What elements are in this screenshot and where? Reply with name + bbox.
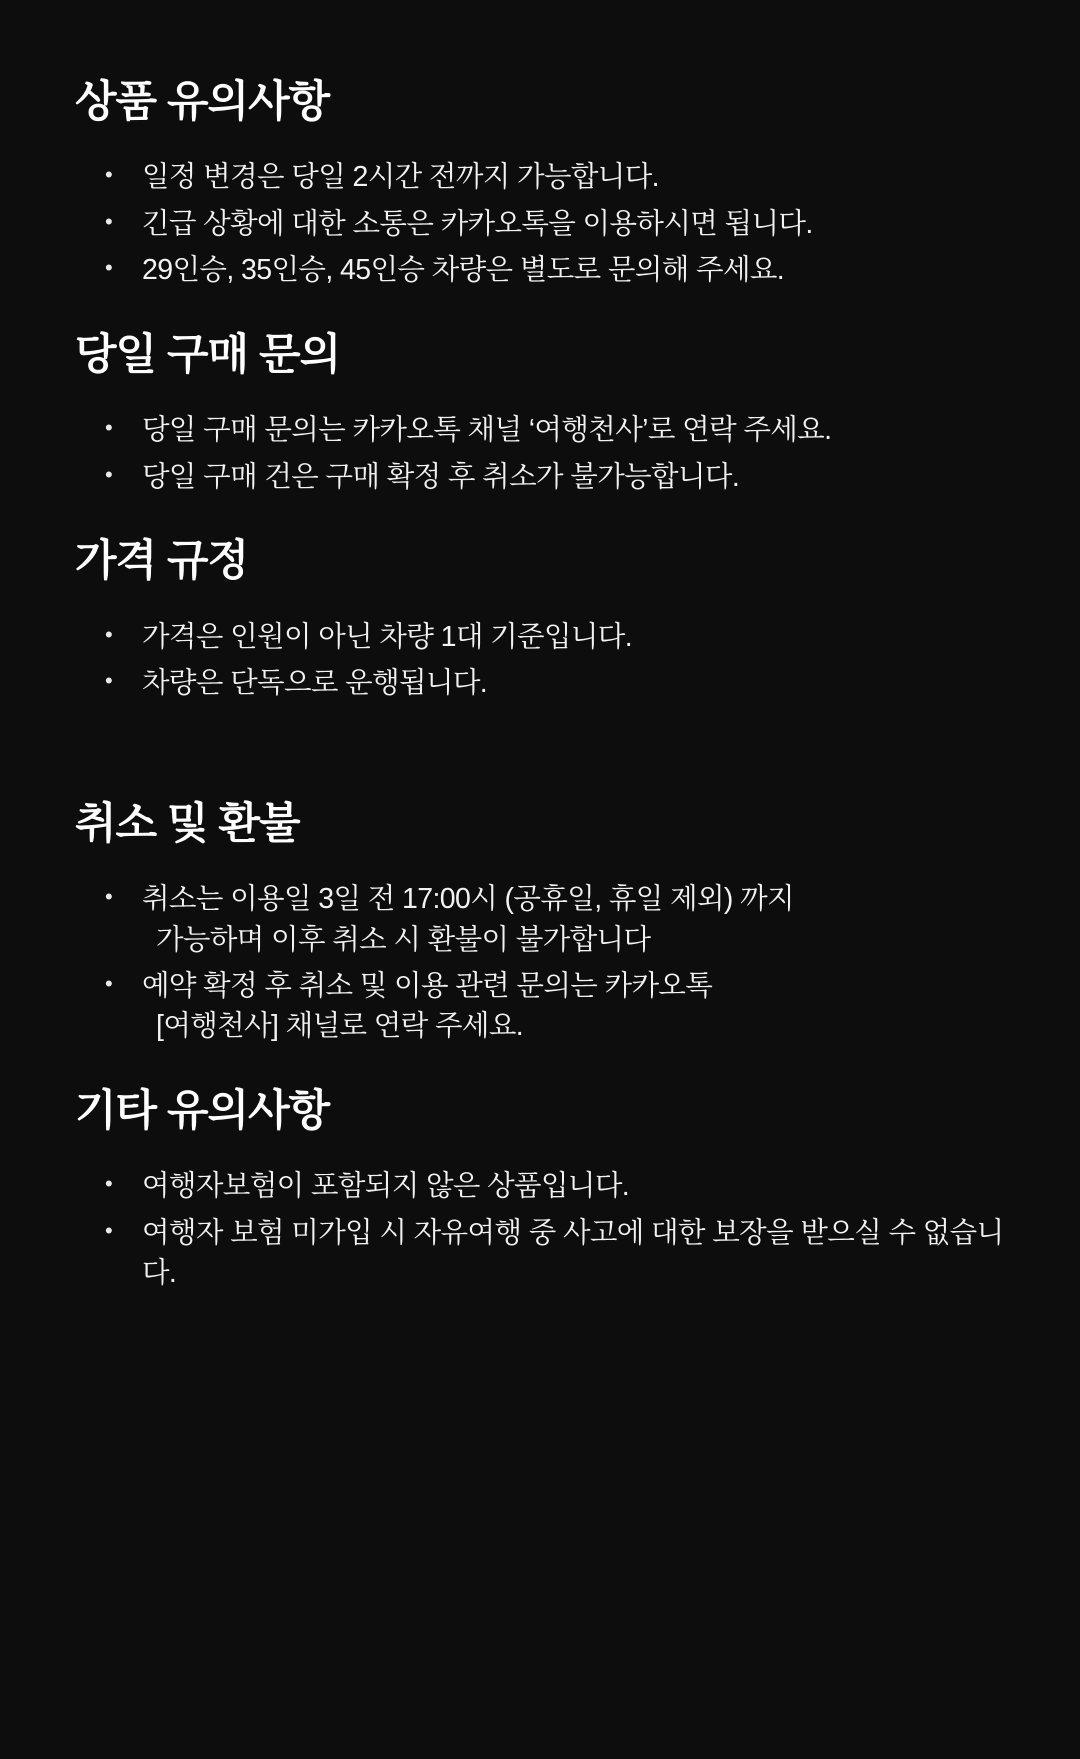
bullet-list bbox=[75, 1166, 1020, 1293]
list-item-text: 29인승, 35인승, 45인승 차량은 별도로 문의해 주세요. bbox=[142, 254, 785, 287]
section-cancellation-refund bbox=[75, 800, 1020, 1047]
list-item-text-continued: [여행천사] 채널로 연락 주세요. bbox=[156, 1010, 524, 1043]
list-item-text: 예약 확정 후 취소 및 이용 관련 문의는 카카오톡 bbox=[142, 969, 713, 1002]
list-item bbox=[97, 204, 1020, 244]
bullet-list bbox=[75, 617, 1020, 704]
list-item-text: 일정 변경은 당일 2시간 전까지 가능합니다. bbox=[142, 161, 659, 194]
list-item bbox=[97, 617, 1020, 657]
list-item-text-continued: 수 없습니다. bbox=[142, 1216, 1004, 1290]
section-product-notice bbox=[75, 78, 1020, 291]
list-item-text: 가격은 인원이 아닌 차량 1대 기준입니다. bbox=[142, 620, 633, 653]
bullet-list bbox=[75, 410, 1020, 497]
section-title: 기타 유의사항 bbox=[75, 1086, 330, 1135]
list-item bbox=[97, 157, 1020, 197]
section-price-rules bbox=[75, 537, 1020, 703]
list-item-text: 여행자 보험 미가입 시 자유여행 중 사고에 대한 보장을 받으실 bbox=[142, 1216, 882, 1249]
list-item bbox=[97, 250, 1020, 290]
bullet-list bbox=[75, 157, 1020, 290]
bullet-list bbox=[75, 879, 1020, 1047]
list-item bbox=[97, 663, 1020, 703]
list-item bbox=[97, 966, 1020, 1047]
list-item-text: 당일 구매 건은 구매 확정 후 취소가 불가능합니다. bbox=[142, 460, 740, 493]
section-title: 상품 유의사항 bbox=[75, 78, 330, 126]
list-item bbox=[97, 410, 1020, 450]
list-item bbox=[97, 457, 1020, 497]
list-item-text: 여행자보험이 포함되지 않은 상품입니다. bbox=[142, 1170, 630, 1203]
list-item bbox=[97, 1166, 1020, 1206]
section-title: 당일 구매 문의 bbox=[75, 330, 341, 379]
list-item bbox=[97, 1213, 1020, 1294]
list-item-text: 당일 구매 문의는 카카오톡 채널 ‘여행천사’로 연락 주세요. bbox=[142, 414, 832, 447]
section-title: 취소 및 환불 bbox=[75, 799, 300, 848]
section-other-notices bbox=[75, 1087, 1020, 1294]
list-item-text-continued: 가능하며 이후 취소 시 환불이 불가합니다 bbox=[156, 923, 651, 956]
list-item-text: 긴급 상황에 대한 소통은 카카오톡을 이용하시면 됩니다. bbox=[142, 207, 813, 240]
list-item-text: 취소는 이용일 3일 전 17:00시 (공휴일, 휴일 제외) 까지 bbox=[142, 883, 794, 916]
section-same-day-purchase bbox=[75, 331, 1020, 497]
list-item-text: 차량은 단독으로 운행됩니다. bbox=[142, 667, 488, 700]
list-item bbox=[97, 879, 1020, 960]
section-title: 가격 규정 bbox=[75, 537, 249, 586]
